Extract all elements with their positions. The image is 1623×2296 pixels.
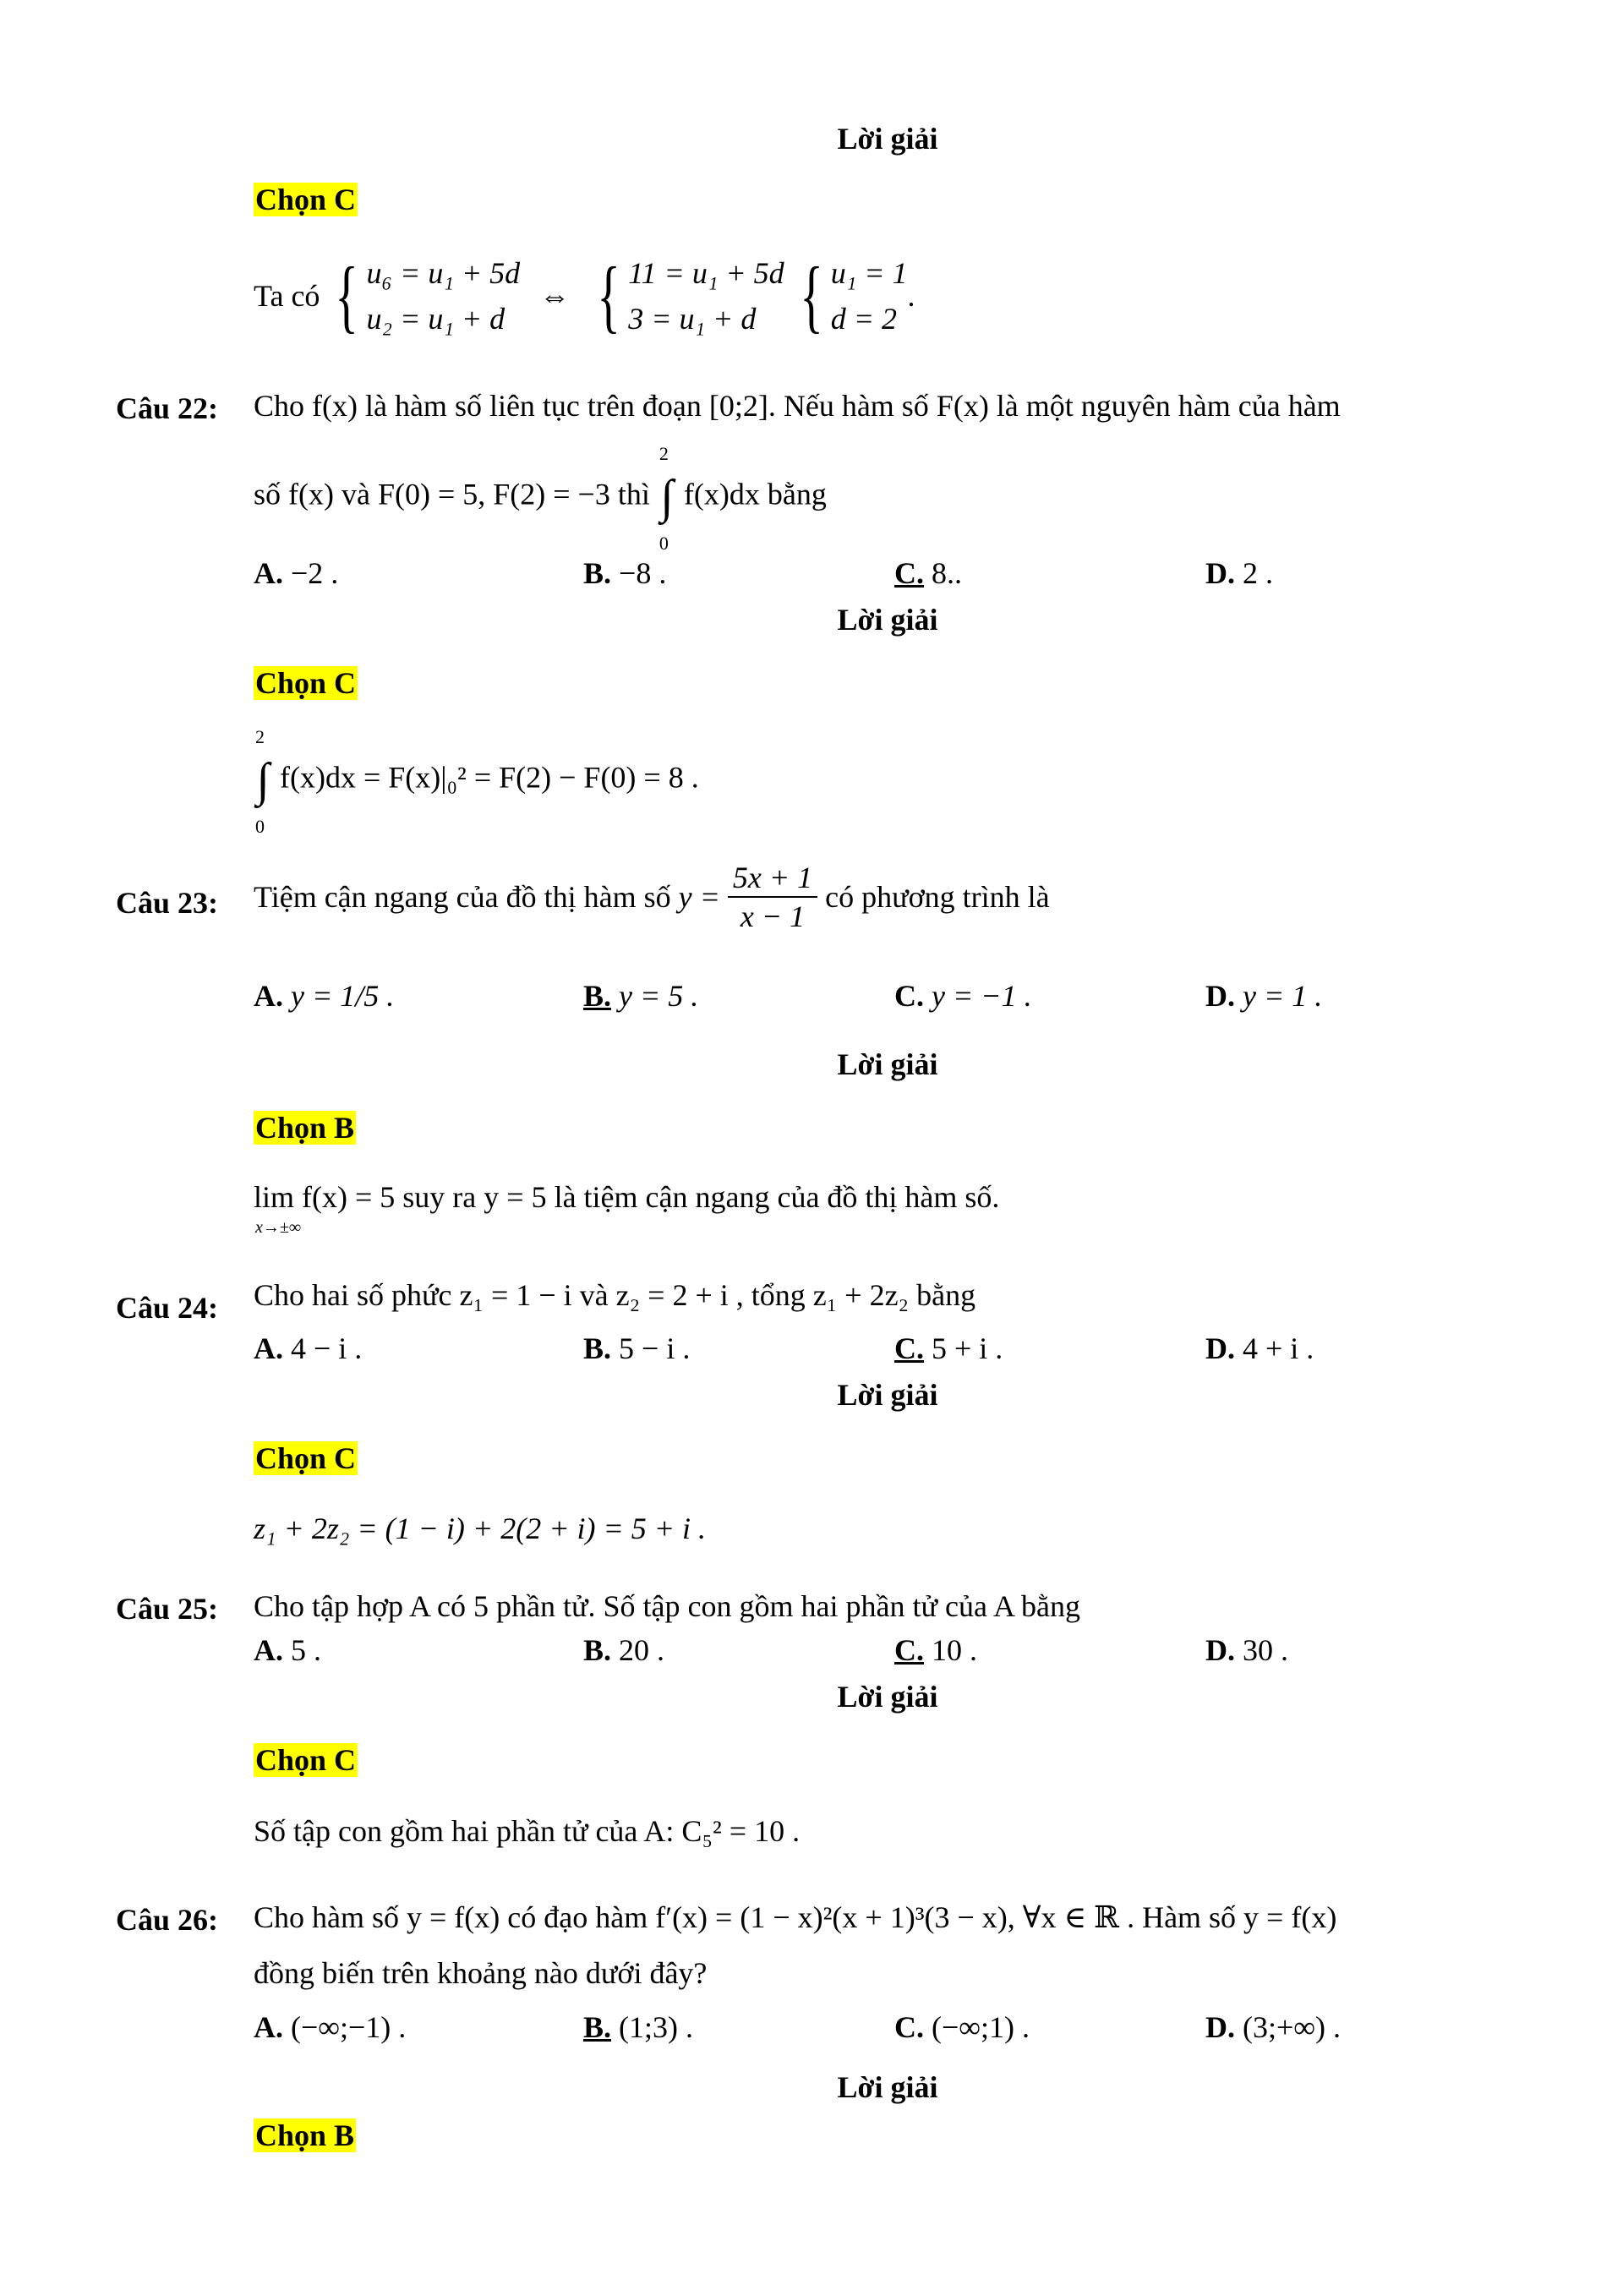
answer-label: Chọn C	[255, 1743, 357, 1777]
answer-label: Chọn C	[255, 666, 357, 700]
solution-heading: Lời giải	[837, 603, 938, 637]
question-22-text-2: số f(x) và F(0) = 5, F(2) = −3 thì 2 ∫ 0 f(x)dx bằng	[254, 443, 827, 554]
q25-solution: Số tập con gồm hai phần tử của A: C₅² = 10 .	[254, 1814, 801, 1848]
q22-option-c[interactable]: C. 8..	[894, 556, 962, 590]
answer-label: Chọn B	[255, 2118, 355, 2152]
q26-option-b[interactable]: B. (1;3) .	[583, 2010, 693, 2044]
q25-option-c[interactable]: C. 10 .	[894, 1633, 977, 1667]
q22-option-a[interactable]: A. −2 .	[254, 556, 339, 590]
q22-solution: 2 ∫ 0 f(x)dx = F(x)|₀² = F(2) − F(0) = 8 .	[255, 726, 699, 837]
ta-co-text: Ta có	[254, 279, 320, 313]
solution-heading: Lời giải	[837, 1378, 938, 1412]
question-26-text-2: đồng biến trên khoảng nào dưới đây?	[254, 1956, 708, 1990]
question-26-label: Câu 26:	[116, 1903, 219, 1937]
q24-solution: z₁ + 2z₂ = (1 − i) + 2(2 + i) = 5 + i .	[254, 1512, 707, 1545]
q23-option-d[interactable]: D. y = 1 .	[1205, 979, 1323, 1013]
question-25-label: Câu 25:	[116, 1592, 219, 1626]
solution-heading: Lời giải	[837, 2070, 938, 2104]
q26-option-d[interactable]: D. (3;+∞) .	[1205, 2010, 1341, 2044]
question-22-text: Cho f(x) là hàm số liên tục trên đoạn [0;2]. Nếu hàm số F(x) là một nguyên hàm của hàm	[254, 389, 1341, 423]
q26-option-c[interactable]: C. (−∞;1) .	[894, 2010, 1030, 2044]
system-eq-5: u₁ = 1	[830, 256, 908, 290]
q21-system: Ta có { u₆ = u₁ + 5d u₂ = u₁ + d ⇔ { 11 = u₁ + 5d 3 = u₁ + d { u₁ = 1 d = 2.	[254, 250, 915, 341]
system-eq-6: d = 2	[830, 302, 898, 336]
question-24-label: Câu 24:	[116, 1291, 219, 1325]
solution-heading: Lời giải	[837, 1680, 938, 1714]
q25-option-a[interactable]: A. 5 .	[254, 1633, 321, 1667]
q23-option-c[interactable]: C. y = −1 .	[894, 979, 1032, 1013]
q25-option-b[interactable]: B. 20 .	[583, 1633, 665, 1667]
question-26-text: Cho hàm số y = f(x) có đạo hàm f′(x) = (1 − x)²(x + 1)³(3 − x), ∀x ∈ ℝ . Hàm số y = f(x)	[254, 1900, 1337, 1934]
solution-heading: Lời giải	[837, 1047, 938, 1081]
system-eq-4: 3 = u₁ + d	[628, 302, 757, 336]
q23-option-b[interactable]: B. y = 5 .	[583, 979, 699, 1013]
question-23-label: Câu 23:	[116, 886, 219, 920]
q22-option-b[interactable]: B. −8 .	[583, 556, 667, 590]
system-eq-3: 11 = u₁ + 5d	[628, 256, 784, 290]
question-24-text: Cho hai số phức z₁ = 1 − i và z₂ = 2 + i , tổng z₁ + 2z₂ bằng	[254, 1278, 976, 1312]
question-25-text: Cho tập hợp A có 5 phần tử. Số tập con gồm hai phần tử của A bằng	[254, 1589, 1080, 1623]
q23-solution: lim x→±∞ f(x) = 5 suy ra y = 5 là tiệm cận ngang của đồ thị hàm số.	[254, 1180, 1000, 1237]
q24-option-d[interactable]: D. 4 + i .	[1205, 1331, 1314, 1365]
system-eq-2: u₂ = u₁ + d	[366, 302, 505, 336]
q24-option-a[interactable]: A. 4 − i .	[254, 1331, 363, 1365]
q22-option-d[interactable]: D. 2 .	[1205, 556, 1273, 590]
q25-option-d[interactable]: D. 30 .	[1205, 1633, 1288, 1667]
answer-label: Chọn B	[255, 1111, 355, 1145]
question-22-label: Câu 22:	[116, 391, 219, 425]
solution-heading: Lời giải	[837, 122, 938, 156]
q26-option-a[interactable]: A. (−∞;−1) .	[254, 2010, 407, 2044]
system-eq-1: u₆ = u₁ + 5d	[366, 256, 521, 290]
question-23-text: Tiệm cận ngang của đồ thị hàm số y = $\frac{5x + 1}{x - 1}$ có phương trình là	[254, 861, 1050, 933]
q24-option-c[interactable]: C. 5 + i .	[894, 1331, 1003, 1365]
answer-label: Chọn C	[255, 1441, 357, 1475]
q23-option-a[interactable]: A. y = 1/5 .	[254, 979, 395, 1013]
q24-option-b[interactable]: B. 5 − i .	[583, 1331, 691, 1365]
answer-label: Chọn C	[255, 183, 357, 216]
